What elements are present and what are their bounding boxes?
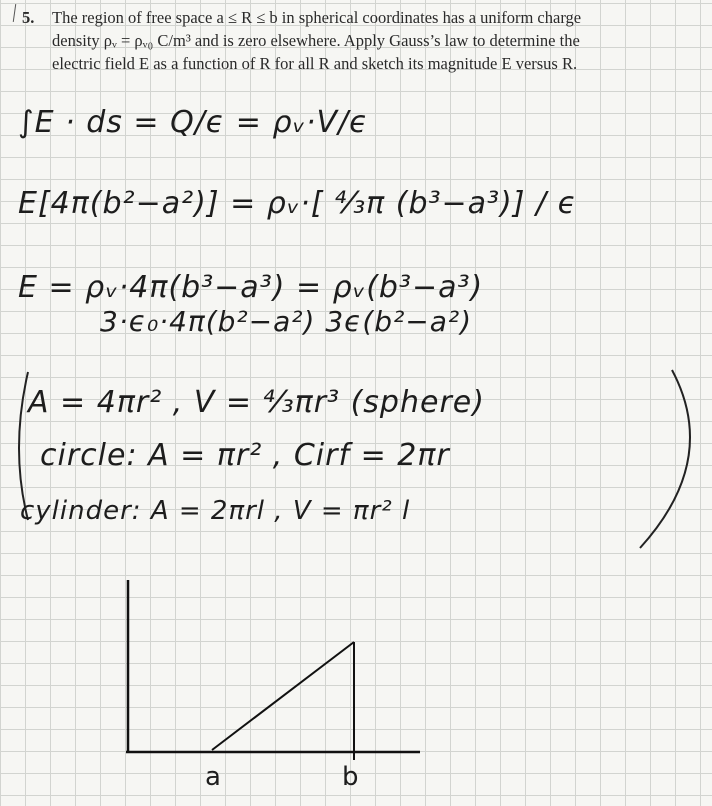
problem-number: 5. bbox=[22, 8, 35, 27]
problem-line-2: density ρᵥ = ρᵥ₀ C/m³ and is zero elsewhere. Apply Gauss’s law to determine the bbox=[52, 31, 580, 50]
tick-label-a: a bbox=[205, 762, 221, 792]
problem-line-3: electric field E as a function of R for all R and sketch its magnitude E versus R. bbox=[52, 54, 578, 73]
cylinder-formulas: cylinder: A = 2πrl , V = πr² l bbox=[20, 496, 411, 526]
sphere-formulas: A = 4πr² , V = ⁴⁄₃πr³ (sphere) bbox=[28, 385, 485, 420]
gauss-law-equation: ∫E · ds = Q/ϵ = ρᵥ·V/ϵ bbox=[18, 105, 369, 140]
problem-statement bbox=[22, 6, 708, 75]
problem-line-1: The region of free space a ≤ R ≤ b in spherical coordinates has a uniform charge bbox=[52, 8, 582, 27]
margin-mark bbox=[13, 4, 16, 22]
circle-formulas: circle: A = πr² , Cirf = 2πr bbox=[40, 438, 450, 473]
tick-label-b: b bbox=[342, 762, 359, 792]
field-result-denominator: 3·ϵ₀·4π(b²−a²) 3ϵ(b²−a²) bbox=[100, 305, 473, 338]
field-result-numerator: E = ρᵥ·4π(b³−a³) = ρᵥ(b³−a³) bbox=[18, 270, 484, 305]
flux-equation: E[4π(b²−a²)] = ρᵥ·[ ⁴⁄₃π (b³−a³)] / ϵ bbox=[18, 186, 578, 221]
field-ramp-line bbox=[212, 642, 354, 750]
